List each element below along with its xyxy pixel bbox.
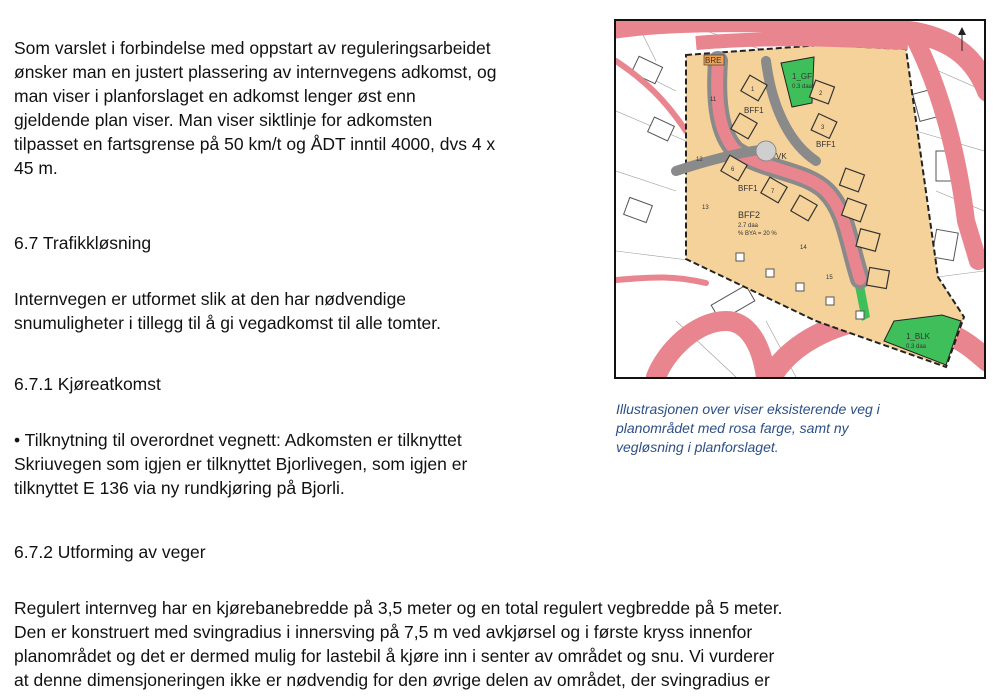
caption-line: planområdet med rosa farge, samt ny [616,420,849,436]
label-lot-6: 6 [731,167,735,173]
label-bff1-b: BFF1 [816,140,836,149]
label-lot-1: 1 [751,87,755,93]
internvegen-paragraph [14,287,599,335]
bullet-line: Skriuvegen som igjen er tilknyttet Bjorlivegen, som igjen er [14,454,468,474]
label-bff2-area: 2.7 daa [738,223,759,229]
zoning-plan-map [614,19,986,379]
intro-line: man viser i planforslaget en adkomst lenger øst enn [14,86,416,106]
label-gf: 1_GF [792,72,813,81]
label-bff2-bya: % BYA = 20 % [738,231,777,237]
caption-line: vegløsning i planforslaget. [616,439,779,455]
label-lot-12: 12 [696,157,703,163]
label-lot-14: 14 [800,245,807,251]
label-lot-13: 13 [702,205,709,211]
internvegen-line: snumuligheter i tillegg til å gi vegadkomst til alle tomter. [14,313,442,333]
intro-paragraph [14,36,599,180]
label-bff1-c: BFF1 [738,184,758,193]
regulert-line: planområdet og det er dermed mulig for lastebil å kjøre inn i senter av området og snu. Vi vurderer [14,646,775,666]
label-vk: VK [776,152,787,161]
intro-line: Som varslet i forbindelse med oppstart av reguleringsarbeidet [14,38,491,58]
figure-caption [616,400,986,457]
bullet-line: • Tilknytning til overordnet vegnett: Adkomsten er tilknyttet [14,430,462,450]
label-bre: BRE [705,56,722,65]
label-lot-7: 7 [771,189,775,195]
label-bff2: BFF2 [738,210,761,220]
internvegen-line: Internvegen er utformet slik at den har nødvendige [14,289,407,309]
label-blk-area: 0.3 daa [906,344,927,350]
regulert-line: Regulert internveg har en kjørebanebredde på 3,5 meter og en total regulert vegbredde på 5 meter. [14,598,783,618]
zoning-plan-svg [616,21,984,377]
label-lot-3: 3 [821,125,825,131]
intro-line: gjeldende plan viser. Man viser siktlinje for adkomsten [14,110,433,130]
intro-line: 45 m. [14,158,58,178]
intro-line: tilpasset en fartsgrense på 50 km/t og ÅDT inntil 4000, dvs 4 x [14,134,496,154]
heading-utforming: 6.7.2 Utforming av veger [14,542,206,562]
road-top-edge [696,39,908,43]
intro-line: ønsker man en justert plassering av internvegens adkomst, og [14,62,497,82]
label-bff1-a: BFF1 [744,106,764,115]
caption-line: Illustrasjonen over viser eksisterende veg i [616,401,880,417]
label-lot-11: 11 [710,97,717,103]
label-lot-15: 15 [826,275,833,281]
label-lot-2: 2 [819,91,823,97]
label-blk: 1_BLK [906,332,931,341]
bullet-line: tilknyttet E 136 via ny rundkjøring på Bjorli. [14,478,345,498]
regulert-paragraph [14,596,994,692]
heading-trafikklosning: 6.7 Trafikkløsning [14,233,152,253]
heading-kjoreatkomst: 6.7.1 Kjøreatkomst [14,374,161,394]
label-gf-area: 0.3 daa [792,84,813,90]
bullet-paragraph [14,428,599,500]
regulert-line: at denne dimensjoneringen ikke er nødvendig for den øvrige delen av området, der svingradius er [14,670,770,690]
regulert-line: Den er konstruert med svingradius i innersving på 7,5 m ved avkjørsel og i første kryss innenfor [14,622,753,642]
